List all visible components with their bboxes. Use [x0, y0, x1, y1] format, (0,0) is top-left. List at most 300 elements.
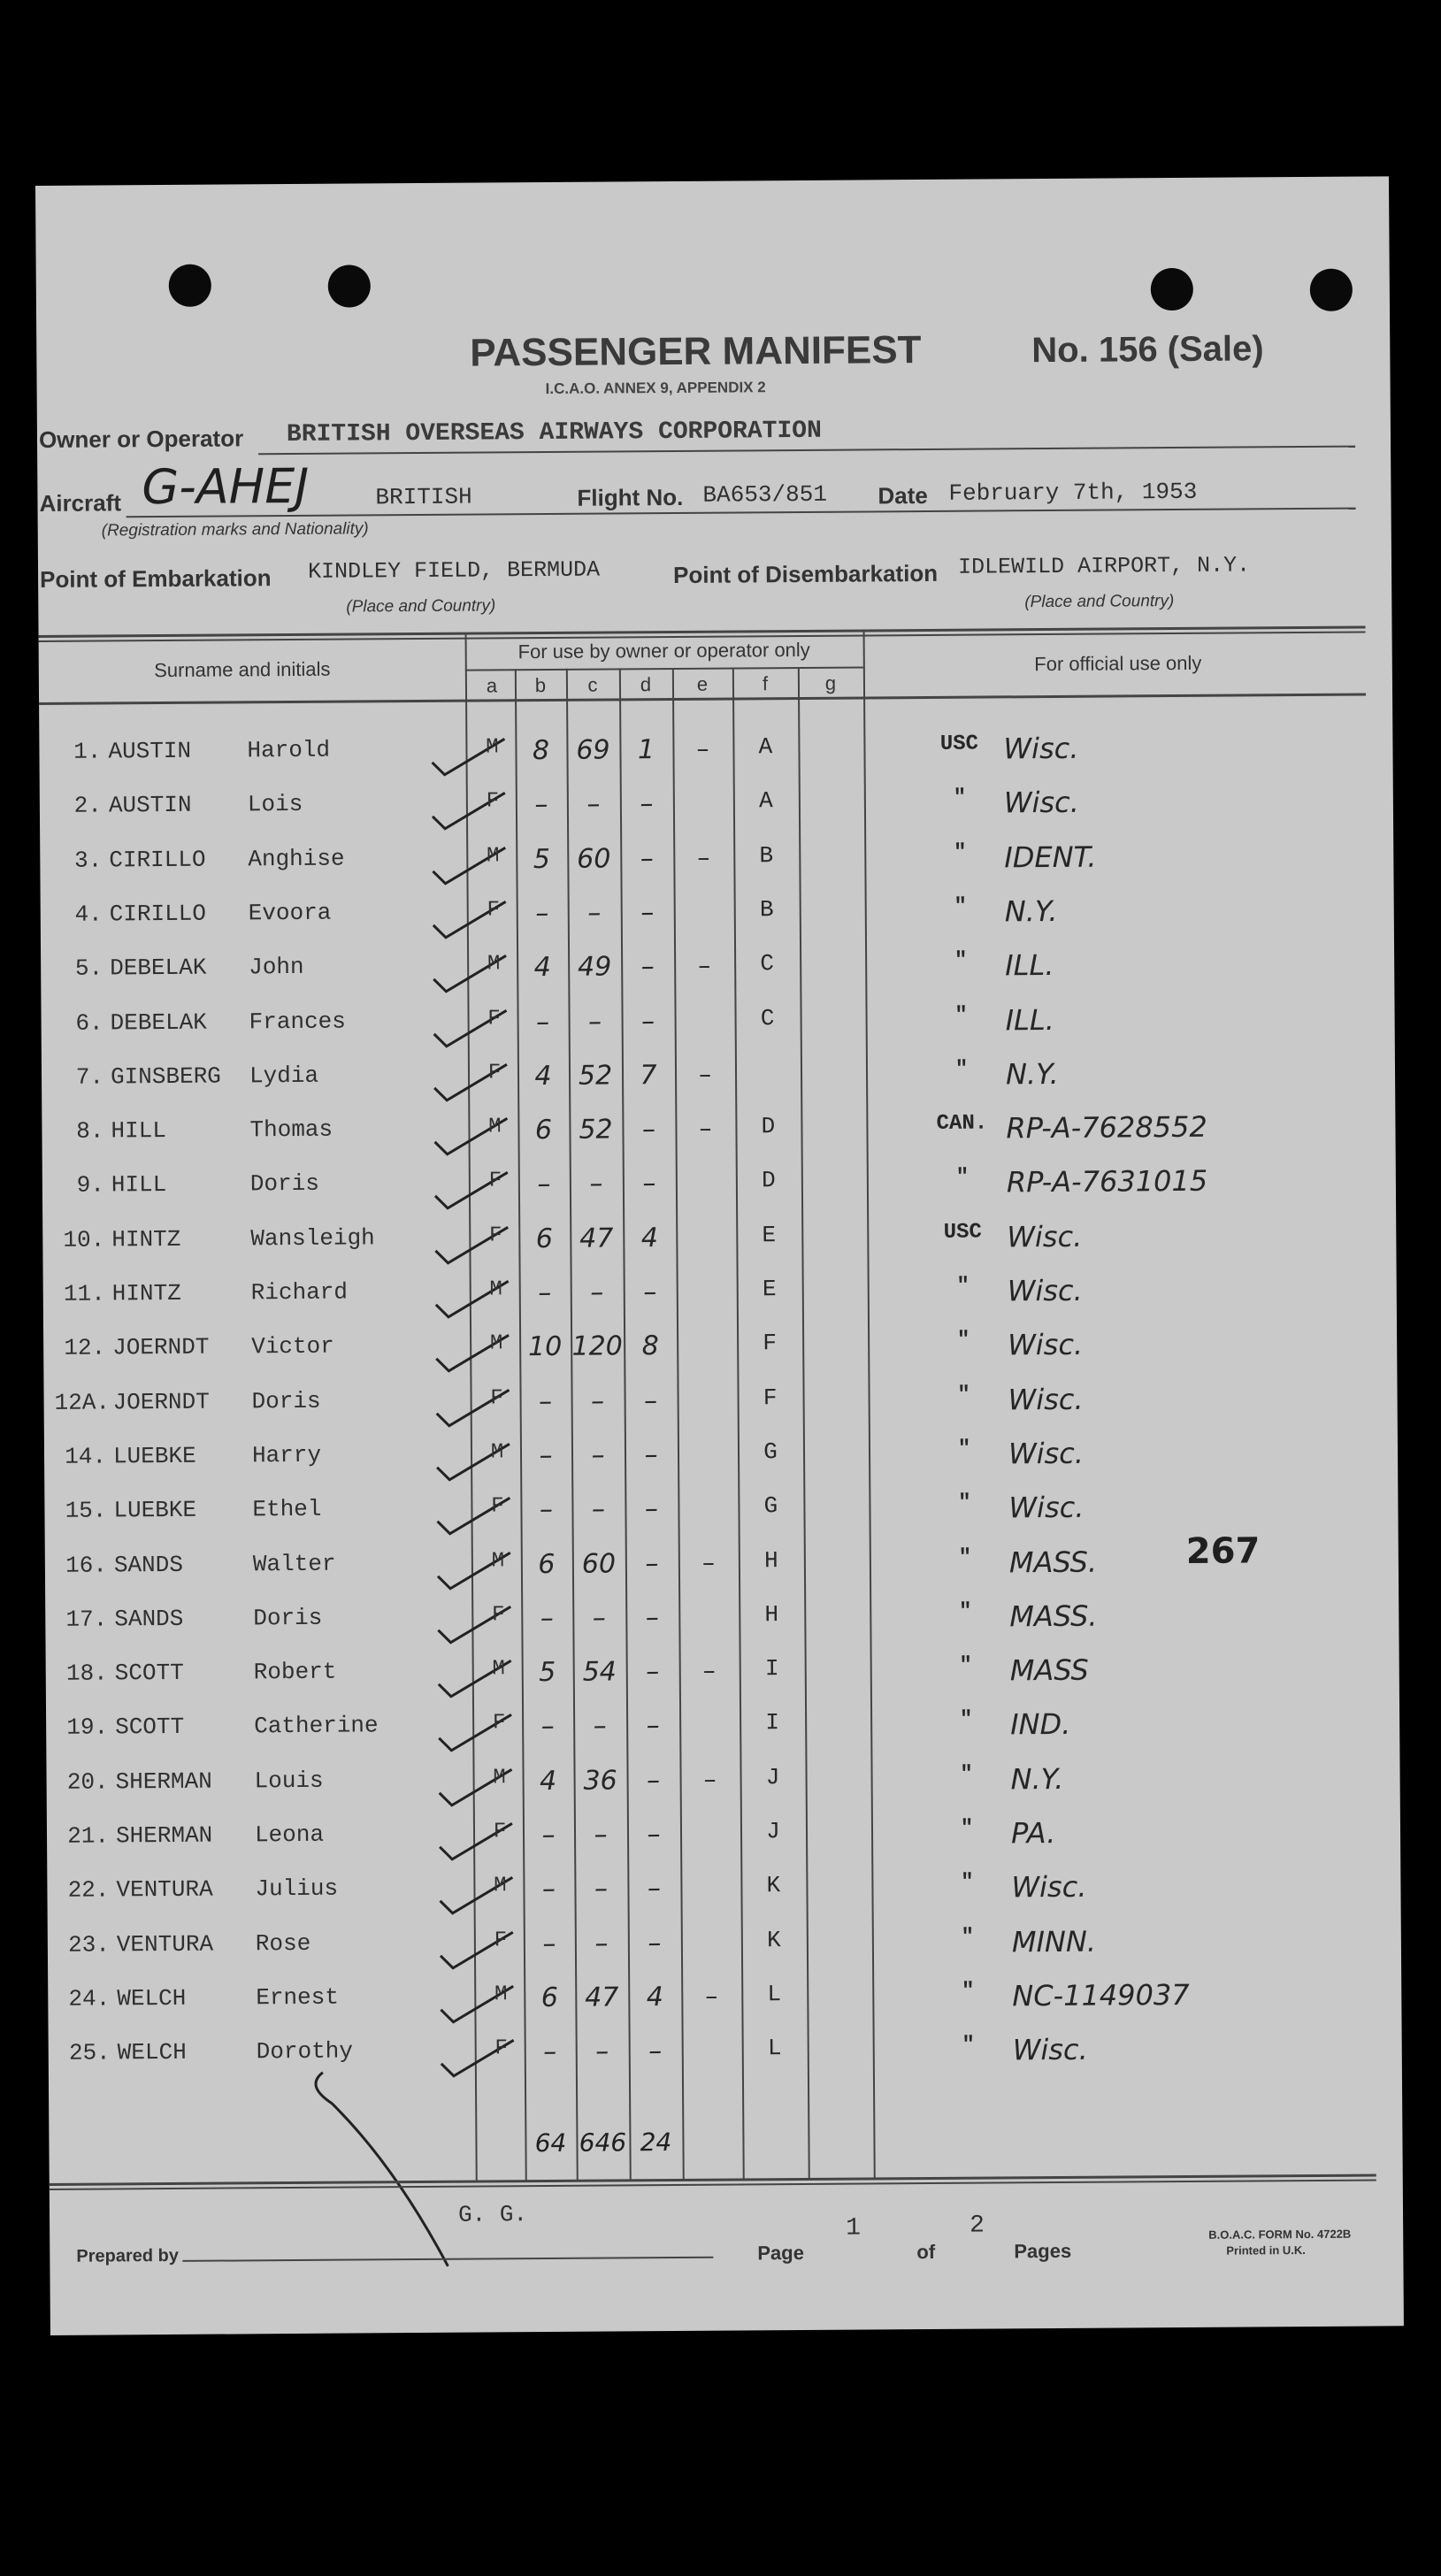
passenger-row: [40, 784, 1393, 845]
passenger-row: [45, 1597, 1399, 1658]
margin-annotation: 267: [1185, 1530, 1261, 1572]
row-number: 16.: [65, 1551, 107, 1579]
col-f-group: H: [764, 1600, 779, 1629]
col-d-value: –: [646, 1764, 661, 1796]
embark-value: KINDLEY FIELD, BERMUDA: [307, 556, 601, 585]
passenger-surname: SCOTT: [114, 1659, 184, 1687]
official-note: MASS.: [1009, 1598, 1098, 1634]
col-f-group: G: [763, 1438, 778, 1466]
owner-label: Owner or Operator: [38, 425, 244, 453]
passenger-given-name: Doris: [253, 1604, 323, 1632]
passenger-row: [43, 1380, 1397, 1441]
col-c-value: –: [593, 1710, 607, 1743]
official-prefix: ": [957, 1437, 971, 1461]
official-prefix: ": [959, 1708, 973, 1733]
row-number: 2.: [73, 792, 102, 820]
col-a-sex: M: [492, 1657, 506, 1682]
col-letter: d: [640, 673, 652, 696]
disembark-value: IDLEWILD AIRPORT, N.Y.: [957, 552, 1251, 580]
aircraft-value: G-AHEJ: [142, 457, 310, 516]
official-prefix: ": [956, 1274, 970, 1299]
passenger-given-name: Lois: [247, 791, 303, 818]
official-note: ILL.: [1005, 1002, 1055, 1037]
passenger-surname: WELCH: [117, 2039, 187, 2066]
col-b-value: –: [534, 789, 548, 821]
col-b-value: –: [540, 1711, 555, 1743]
col-b-value: 6: [538, 1548, 556, 1580]
row-number: 24.: [68, 1985, 111, 2012]
col-a-sex: F: [491, 1494, 504, 1519]
printed-note: Printed in U.K.: [1226, 2243, 1306, 2258]
official-prefix: USC: [939, 732, 979, 756]
col-d-value: –: [641, 1114, 656, 1146]
flight-value: BA653/851: [702, 480, 827, 509]
row-number: 20.: [66, 1768, 109, 1796]
passenger-given-name: Louis: [254, 1767, 324, 1795]
col-f-group: D: [761, 1167, 776, 1194]
passenger-row: [42, 1000, 1395, 1062]
official-prefix: ": [960, 1816, 974, 1841]
page-label: Page: [757, 2241, 805, 2265]
col-d-value: 8: [641, 1330, 659, 1362]
col-letter: c: [587, 673, 598, 696]
official-note: N.Y.: [1004, 893, 1058, 929]
col-e-value: –: [698, 1059, 712, 1089]
col-d-value: –: [647, 1819, 661, 1851]
col-a-sex: F: [494, 2036, 509, 2061]
col-a-sex: M: [487, 952, 501, 977]
col-c-value: –: [590, 1385, 605, 1417]
col-b-value: –: [542, 1928, 556, 1959]
col-a-sex: F: [493, 1820, 507, 1844]
passenger-row: [48, 1976, 1401, 2037]
passenger-surname: HINTZ: [111, 1225, 181, 1254]
col-f-group: B: [759, 841, 774, 869]
col-c-value: 54: [582, 1656, 617, 1688]
col-b-value: 8: [532, 734, 550, 767]
col-e-value: –: [696, 733, 709, 763]
passenger-surname: CIRILLO: [109, 846, 206, 874]
passenger-surname: AUSTIN: [108, 737, 192, 765]
row-number: 17.: [65, 1606, 108, 1633]
col-a-sex: F: [487, 898, 501, 923]
row-number: 3.: [73, 847, 103, 874]
row-number: 10.: [63, 1226, 105, 1254]
pen-stroke: [296, 2067, 475, 2272]
page-number: 1: [846, 2214, 862, 2242]
official-note: RP-A-7628552: [1006, 1109, 1207, 1146]
registration-note: (Registration marks and Nationality): [101, 519, 369, 540]
col-d-value: –: [640, 1005, 655, 1037]
col-b-value: –: [540, 1602, 554, 1634]
passenger-given-name: Frances: [249, 1008, 346, 1035]
page-total: 2: [970, 2212, 985, 2240]
official-note: MASS: [1009, 1652, 1089, 1688]
manifest-number: No. 156 (Sale): [1031, 329, 1264, 371]
official-note: Wisc.: [1012, 2032, 1088, 2067]
col-f-group: A: [758, 787, 773, 815]
col-a-sex: M: [491, 1548, 505, 1573]
aircraft-label: Aircraft: [39, 489, 122, 517]
col-c-value: –: [587, 1006, 602, 1038]
passenger-given-name: Ethel: [252, 1495, 322, 1523]
col-a-sex: M: [490, 1440, 504, 1465]
col-d-value: –: [643, 1276, 657, 1308]
passenger-surname: HINTZ: [111, 1279, 181, 1307]
passenger-given-name: Leona: [254, 1821, 325, 1849]
col-a-sex: F: [491, 1603, 505, 1628]
punch-hole: [328, 264, 371, 307]
official-prefix: ": [957, 1383, 970, 1407]
official-prefix: ": [954, 948, 968, 973]
official-note: Wisc.: [1008, 1436, 1085, 1471]
official-note: Wisc.: [1008, 1328, 1084, 1362]
nationality-value: BRITISH: [375, 483, 472, 511]
col-c-value: –: [594, 1819, 608, 1851]
passenger-surname: SANDS: [114, 1605, 184, 1633]
col-b-value: –: [543, 2036, 557, 2068]
col-b-value: –: [541, 1874, 556, 1905]
official-prefix: USC: [943, 1220, 982, 1245]
col-b-value: 10: [527, 1331, 563, 1363]
row-number: 11.: [63, 1280, 105, 1307]
date-label: Date: [878, 481, 928, 510]
col-b-value: 6: [535, 1223, 553, 1254]
passenger-surname: LUEBKE: [112, 1442, 196, 1470]
col-b-value: –: [538, 1385, 553, 1417]
col-e-value: –: [705, 1981, 718, 2011]
row-number: 21.: [67, 1822, 110, 1850]
col-header-operator: For use by owner or operator only: [517, 638, 810, 663]
manifest-sheet: [35, 176, 1404, 2335]
col-letter: b: [534, 673, 547, 697]
col-letter: a: [486, 674, 498, 697]
col-a-sex: M: [488, 1115, 502, 1139]
official-note: NC-1149037: [1012, 1977, 1190, 2013]
col-e-value: –: [702, 1655, 716, 1685]
col-f-group: G: [763, 1492, 778, 1520]
passenger-row: [49, 2030, 1402, 2091]
col-letter: f: [762, 672, 769, 695]
passenger-surname: AUSTIN: [108, 792, 192, 819]
col-d-value: –: [648, 1927, 662, 1959]
col-b-value: –: [535, 897, 549, 929]
col-b-value: 5: [533, 843, 550, 875]
official-prefix: ": [954, 894, 968, 919]
col-c-value: 52: [578, 1060, 613, 1092]
col-c-value: 36: [583, 1765, 617, 1797]
col-d-value: –: [646, 1710, 660, 1742]
col-a-sex: F: [487, 1006, 501, 1031]
passenger-given-name: Walter: [252, 1550, 336, 1577]
place-note: (Place and Country): [1024, 592, 1175, 612]
row-number: 22.: [67, 1876, 110, 1905]
passenger-given-name: Harry: [251, 1441, 322, 1469]
official-prefix: ": [962, 2033, 976, 2058]
official-prefix: ": [953, 786, 967, 811]
col-a-sex: M: [486, 735, 499, 760]
prepared-by-value: G. G.: [457, 2201, 528, 2228]
official-note: Wisc.: [1008, 1490, 1085, 1525]
passenger-surname: SANDS: [113, 1551, 184, 1578]
passenger-row: [48, 1922, 1401, 1983]
col-c-value: –: [594, 1928, 609, 1959]
col-c-value: –: [591, 1439, 605, 1471]
official-note: N.Y.: [1005, 1056, 1059, 1092]
official-prefix: ": [953, 840, 967, 865]
divider: [126, 508, 1356, 518]
col-a-sex: M: [494, 1874, 507, 1898]
col-f-group: C: [760, 950, 775, 978]
official-note: Wisc.: [1007, 1219, 1083, 1254]
passenger-row: [42, 1054, 1395, 1116]
passenger-given-name: Robert: [253, 1658, 337, 1686]
col-c-value: 49: [577, 951, 612, 983]
col-d-value: 4: [640, 1222, 658, 1254]
official-note: Wisc.: [1003, 731, 1079, 766]
col-f-group: A: [758, 733, 773, 761]
col-e-value: –: [703, 1764, 717, 1794]
passenger-given-name: Evoora: [248, 899, 332, 927]
col-b-value: –: [539, 1439, 553, 1471]
col-c-value: 52: [579, 1114, 613, 1146]
official-prefix: ": [955, 1166, 970, 1191]
col-c-value: 120: [571, 1330, 623, 1363]
passenger-surname: SHERMAN: [115, 1767, 212, 1796]
official-prefix: ": [958, 1491, 971, 1515]
col-b-value: 4: [533, 952, 551, 984]
col-f-group: L: [767, 2035, 782, 2062]
col-letter: e: [696, 672, 709, 695]
passenger-given-name: Anghise: [248, 845, 345, 872]
passenger-given-name: Rose: [255, 1929, 311, 1957]
col-a-sex: M: [489, 1277, 503, 1302]
col-b-value: 4: [534, 1060, 552, 1092]
col-d-value: –: [645, 1547, 659, 1579]
col-e-value: –: [697, 842, 710, 872]
passenger-surname: DEBELAK: [110, 954, 207, 982]
official-note: PA.: [1010, 1815, 1056, 1851]
col-d-value: 1: [637, 734, 655, 766]
row-number: 7.: [75, 1063, 104, 1091]
passenger-row: [46, 1760, 1399, 1821]
col-header-official: For official use only: [1034, 651, 1202, 676]
col-d-value: –: [640, 951, 655, 983]
passenger-row: [42, 1217, 1396, 1278]
col-d-value: 7: [640, 1059, 657, 1092]
passenger-given-name: Victor: [251, 1332, 334, 1361]
col-b-value: 4: [539, 1765, 557, 1797]
row-number: 12.: [64, 1334, 106, 1362]
col-f-group: F: [763, 1384, 778, 1411]
official-note: Wisc.: [1007, 1273, 1083, 1308]
col-b-value: 5: [539, 1657, 556, 1689]
passenger-given-name: Wansleigh: [250, 1224, 375, 1253]
passenger-row: [44, 1434, 1398, 1495]
place-note: (Place and Country): [346, 596, 496, 617]
col-d-value: –: [646, 1656, 660, 1688]
embark-label: Point of Embarkation: [40, 564, 272, 593]
official-prefix: ": [961, 1979, 975, 2004]
official-prefix: ": [954, 1057, 969, 1082]
official-prefix: ": [958, 1599, 972, 1624]
col-e-value: –: [701, 1547, 715, 1577]
col-a-sex: F: [492, 1711, 506, 1736]
passenger-surname: LUEBKE: [113, 1496, 197, 1524]
col-d-value: 4: [646, 1981, 663, 2013]
col-a-sex: F: [494, 1928, 508, 1953]
passenger-surname: DEBELAK: [110, 1008, 207, 1036]
col-d-value: –: [647, 1873, 662, 1905]
col-a-sex: M: [487, 843, 500, 869]
row-number: 14.: [65, 1443, 107, 1470]
passenger-surname: JOERNDT: [112, 1333, 210, 1361]
col-b-value: 6: [540, 1982, 558, 2013]
col-c-value: –: [594, 1873, 609, 1905]
official-prefix: ": [961, 1925, 975, 1950]
pages-label: Pages: [1014, 2239, 1072, 2263]
official-note: MASS.: [1008, 1545, 1098, 1579]
passenger-surname: WELCH: [117, 1984, 187, 2012]
punch-hole: [1310, 269, 1353, 311]
official-prefix: ": [959, 1653, 973, 1678]
col-d-value: –: [644, 1493, 659, 1525]
total-b: 64: [534, 2128, 567, 2158]
passenger-row: [39, 729, 1392, 790]
passenger-surname: HILL: [111, 1171, 167, 1199]
flight-label: Flight No.: [577, 483, 684, 511]
official-prefix: ": [954, 1003, 968, 1028]
col-c-value: –: [591, 1493, 606, 1525]
col-a-sex: F: [490, 1385, 503, 1411]
col-f-group: E: [762, 1276, 777, 1303]
col-header-surname: Surname and initials: [154, 657, 331, 682]
col-f-group: F: [763, 1330, 778, 1357]
official-prefix: ": [961, 1870, 974, 1896]
col-f-group: D: [761, 1113, 776, 1140]
official-note: Wisc.: [1003, 786, 1079, 820]
official-note: RP-A-7631015: [1006, 1164, 1208, 1200]
row-number: 19.: [66, 1714, 109, 1742]
disembark-label: Point of Disembarkation: [672, 559, 939, 588]
passenger-given-name: Lydia: [249, 1062, 319, 1090]
form-title: PASSENGER MANIFEST: [470, 328, 922, 375]
col-c-value: –: [592, 1602, 606, 1634]
col-c-value: –: [586, 788, 601, 820]
col-d-value: –: [640, 897, 655, 929]
passenger-given-name: Doris: [249, 1170, 320, 1198]
col-f-group: H: [763, 1546, 778, 1574]
col-e-value: –: [699, 1113, 712, 1143]
passenger-surname: SCOTT: [115, 1714, 185, 1741]
official-prefix: ": [956, 1328, 970, 1353]
col-f-group: K: [766, 1872, 781, 1899]
col-b-value: –: [535, 1006, 550, 1038]
passenger-row: [47, 1868, 1400, 1929]
col-d-value: –: [645, 1601, 659, 1634]
col-b-value: –: [541, 1819, 556, 1852]
passenger-given-name: Julius: [255, 1874, 339, 1903]
divider: [465, 666, 863, 671]
passenger-row: [47, 1813, 1400, 1874]
official-prefix: ": [958, 1545, 972, 1570]
col-f-group: C: [760, 1004, 775, 1031]
col-d-value: –: [648, 2036, 663, 2067]
row-number: 12A.: [54, 1389, 111, 1416]
official-note: IDENT.: [1004, 840, 1097, 874]
official-note: ILL.: [1005, 948, 1054, 983]
col-f-group: J: [765, 1763, 780, 1790]
row-number: 15.: [65, 1497, 107, 1524]
official-prefix: ": [960, 1762, 973, 1787]
date-value: February 7th, 1953: [948, 478, 1198, 507]
col-d-value: –: [642, 1168, 656, 1200]
col-c-value: –: [587, 897, 602, 929]
col-c-value: 47: [585, 1982, 619, 2013]
col-c-value: –: [595, 2036, 609, 2067]
passenger-row: [46, 1706, 1399, 1767]
col-b-value: –: [537, 1169, 551, 1200]
passenger-given-name: Catherine: [254, 1712, 379, 1740]
passenger-surname: CIRILLO: [109, 900, 207, 928]
form-code: B.O.A.C. FORM No. 4722B: [1208, 2227, 1352, 2242]
passenger-surname: HILL: [111, 1117, 166, 1145]
passenger-surname: VENTURA: [116, 1930, 214, 1959]
col-d-value: –: [644, 1439, 658, 1471]
passenger-row: [42, 1163, 1396, 1224]
col-f-group: L: [767, 1981, 782, 2008]
col-a-sex: F: [487, 1061, 502, 1085]
col-a-sex: F: [488, 1169, 502, 1193]
col-a-sex: M: [489, 1331, 503, 1356]
row-number: 5.: [74, 954, 103, 982]
prepared-by-label: Prepared by: [76, 2245, 180, 2266]
col-c-value: 69: [576, 734, 610, 766]
owner-value: BRITISH OVERSEAS AIRWAYS CORPORATION: [286, 417, 822, 449]
passenger-row: [41, 892, 1394, 953]
col-f-group: [735, 1059, 801, 1060]
col-f-group: K: [766, 1926, 781, 1953]
total-c: 646: [579, 2128, 627, 2158]
passenger-given-name: Doris: [251, 1387, 321, 1414]
col-a-sex: M: [493, 1766, 506, 1790]
row-number: 6.: [75, 1008, 103, 1037]
row-number: 25.: [68, 2039, 111, 2066]
passenger-surname: SHERMAN: [115, 1821, 213, 1850]
passenger-given-name: Thomas: [249, 1116, 333, 1144]
official-note: IND.: [1010, 1707, 1071, 1742]
passenger-given-name: Dorothy: [256, 2037, 354, 2066]
col-c-value: –: [589, 1168, 603, 1200]
col-c-value: –: [590, 1276, 604, 1308]
passenger-row: [40, 838, 1393, 899]
of-label: of: [916, 2240, 936, 2264]
official-note: MINN.: [1011, 1924, 1097, 1959]
form-subtitle: I.C.A.O. ANNEX 9, APPENDIX 2: [545, 379, 766, 397]
row-number: 8.: [76, 1117, 104, 1145]
passenger-row: [43, 1271, 1397, 1332]
passenger-row: [43, 1326, 1397, 1387]
row-number: 1.: [73, 738, 102, 765]
passenger-surname: GINSBERG: [110, 1062, 221, 1091]
col-c-value: 60: [581, 1547, 617, 1580]
col-c-value: 60: [577, 843, 611, 875]
row-number: 23.: [67, 1931, 110, 1959]
col-c-value: 47: [579, 1223, 614, 1254]
col-a-sex: F: [488, 1223, 502, 1248]
row-number: 18.: [65, 1660, 108, 1687]
official-note: Wisc.: [1008, 1382, 1084, 1416]
